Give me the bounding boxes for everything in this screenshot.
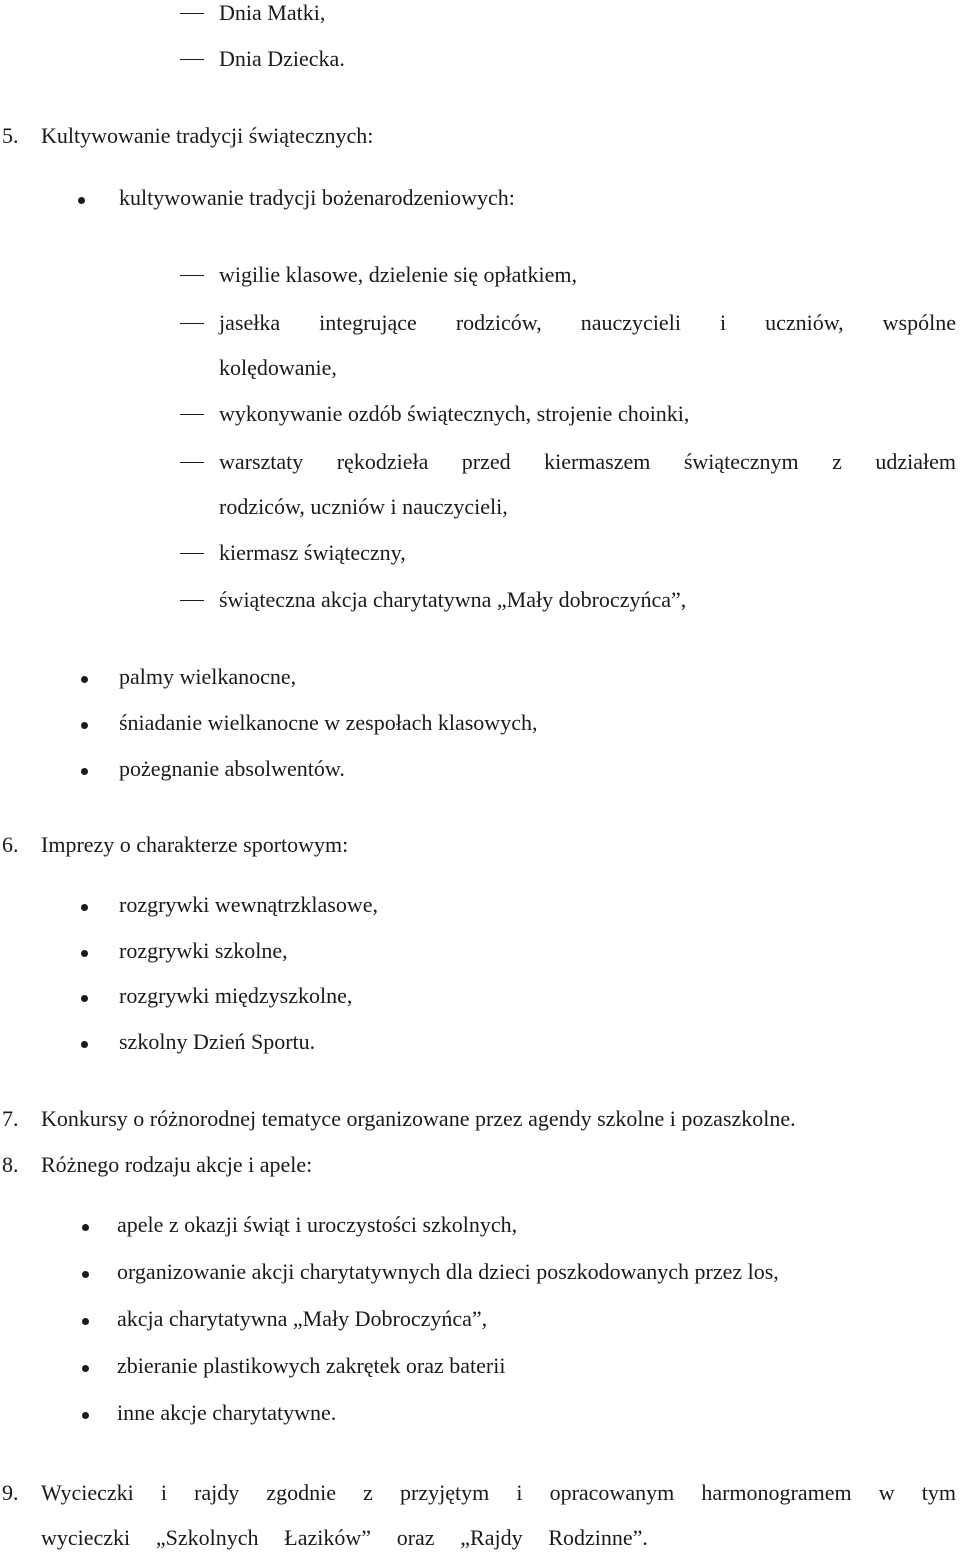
- section-title: Kultywowanie tradycji świątecznych:: [41, 123, 374, 148]
- section-number: 8.: [2, 1152, 19, 1177]
- dash-marker: [180, 553, 204, 554]
- bullet-dot: [81, 722, 88, 729]
- word: Rodzinne”.: [548, 1525, 648, 1550]
- word: przed: [461, 449, 511, 474]
- section-number: 7.: [2, 1106, 19, 1131]
- list-item: kiermasz świąteczny,: [219, 540, 406, 565]
- word: w: [878, 1480, 895, 1505]
- word: z: [832, 449, 842, 474]
- word: integrujące: [319, 310, 417, 335]
- word: harmonogramem: [701, 1480, 852, 1505]
- dash-marker: [180, 600, 204, 601]
- list-item: Dnia Dziecka.: [219, 46, 345, 71]
- bullet-dot: [82, 1412, 89, 1419]
- justified-line: [219, 310, 956, 336]
- word: opracowanym: [549, 1480, 675, 1505]
- bullet-dot: [82, 1365, 89, 1372]
- list-item: akcja charytatywna „Mały Dobroczyńca”,: [117, 1306, 488, 1331]
- list-item: rozgrywki międzyszkolne,: [119, 983, 353, 1008]
- word: rajdy: [194, 1480, 240, 1505]
- list-item: szkolny Dzień Sportu.: [119, 1029, 316, 1054]
- list-item: kultywowanie tradycji bożenarodzeniowych:: [119, 185, 515, 210]
- word: Wycieczki: [41, 1480, 134, 1505]
- word: rękodzieła: [336, 449, 429, 474]
- word: nauczycieli: [580, 310, 681, 335]
- bullet-dot: [82, 1271, 89, 1278]
- bullet-dot: [81, 768, 88, 775]
- word: i: [160, 1480, 167, 1505]
- word: „Rajdy: [460, 1525, 523, 1550]
- word: i: [719, 310, 727, 335]
- list-item-continuation: kolędowanie,: [219, 355, 337, 380]
- word: warsztaty: [219, 449, 304, 474]
- section-number: 5.: [2, 123, 19, 148]
- list-item: pożegnanie absolwentów.: [119, 756, 345, 781]
- section-title: Różnego rodzaju akcje i apele:: [41, 1152, 313, 1177]
- justified-line: [219, 449, 956, 475]
- bullet-dot: [81, 950, 88, 957]
- list-item: rozgrywki wewnątrzklasowe,: [119, 892, 379, 917]
- list-item: wigilie klasowe, dzielenie się opłatkiem,: [219, 262, 578, 287]
- word: rodziców,: [455, 310, 542, 335]
- bullet-dot: [81, 1041, 88, 1048]
- word: „Szkolnych: [155, 1525, 259, 1550]
- list-item: rozgrywki szkolne,: [119, 938, 288, 963]
- section-number: 9.: [2, 1480, 19, 1505]
- list-item: świąteczna akcja charytatywna „Mały dobroczyńca”,: [219, 587, 687, 612]
- list-item: zbieranie plastikowych zakrętek oraz baterii: [117, 1353, 506, 1378]
- word: uczniów,: [765, 310, 844, 335]
- list-item-continuation: rodziców, uczniów i nauczycieli,: [219, 494, 508, 519]
- list-item: organizowanie akcji charytatywnych dla dzieci poszkodowanych przez los,: [117, 1259, 779, 1284]
- word: kiermaszem: [544, 449, 651, 474]
- word: z: [363, 1480, 373, 1505]
- word: jasełka: [219, 310, 281, 335]
- dash-marker: [180, 323, 204, 324]
- list-item: palmy wielkanocne,: [119, 664, 297, 689]
- section-title: Konkursy o różnorodnej tematyce organizowane przez agendy szkolne i pozaszkolne.: [41, 1106, 796, 1131]
- dash-marker: [180, 13, 204, 14]
- bullet-dot: [81, 995, 88, 1002]
- word: udziałem: [875, 449, 956, 474]
- list-item: apele z okazji świąt i uroczystości szkolnych,: [117, 1212, 518, 1237]
- bullet-dot: [81, 904, 88, 911]
- bullet-dot: [78, 197, 85, 204]
- bullet-dot: [82, 1318, 89, 1325]
- dash-marker: [180, 59, 204, 60]
- list-item: Dnia Matki,: [219, 0, 326, 25]
- dash-marker: [180, 275, 204, 276]
- bullet-dot: [81, 676, 88, 683]
- section-number: 6.: [2, 832, 19, 857]
- word: przyjętym: [400, 1480, 490, 1505]
- list-item: inne akcje charytatywne.: [117, 1400, 337, 1425]
- word: świątecznym: [683, 449, 799, 474]
- word: zgodnie: [266, 1480, 337, 1505]
- word: oraz: [396, 1525, 435, 1550]
- list-item: śniadanie wielkanocne w zespołach klasowych,: [119, 710, 538, 735]
- section-title: Imprezy o charakterze sportowym:: [41, 832, 349, 857]
- justified-line: [41, 1525, 648, 1551]
- word: wycieczki: [41, 1525, 131, 1550]
- word: i: [516, 1480, 523, 1505]
- word: Łazików”: [284, 1525, 371, 1550]
- dash-marker: [180, 414, 204, 415]
- word: tym: [921, 1480, 956, 1505]
- justified-line: [41, 1480, 956, 1506]
- dash-marker: [180, 462, 204, 463]
- list-item: wykonywanie ozdób świątecznych, strojenie choinki,: [219, 401, 690, 426]
- word: wspólne: [882, 310, 956, 335]
- bullet-dot: [82, 1224, 89, 1231]
